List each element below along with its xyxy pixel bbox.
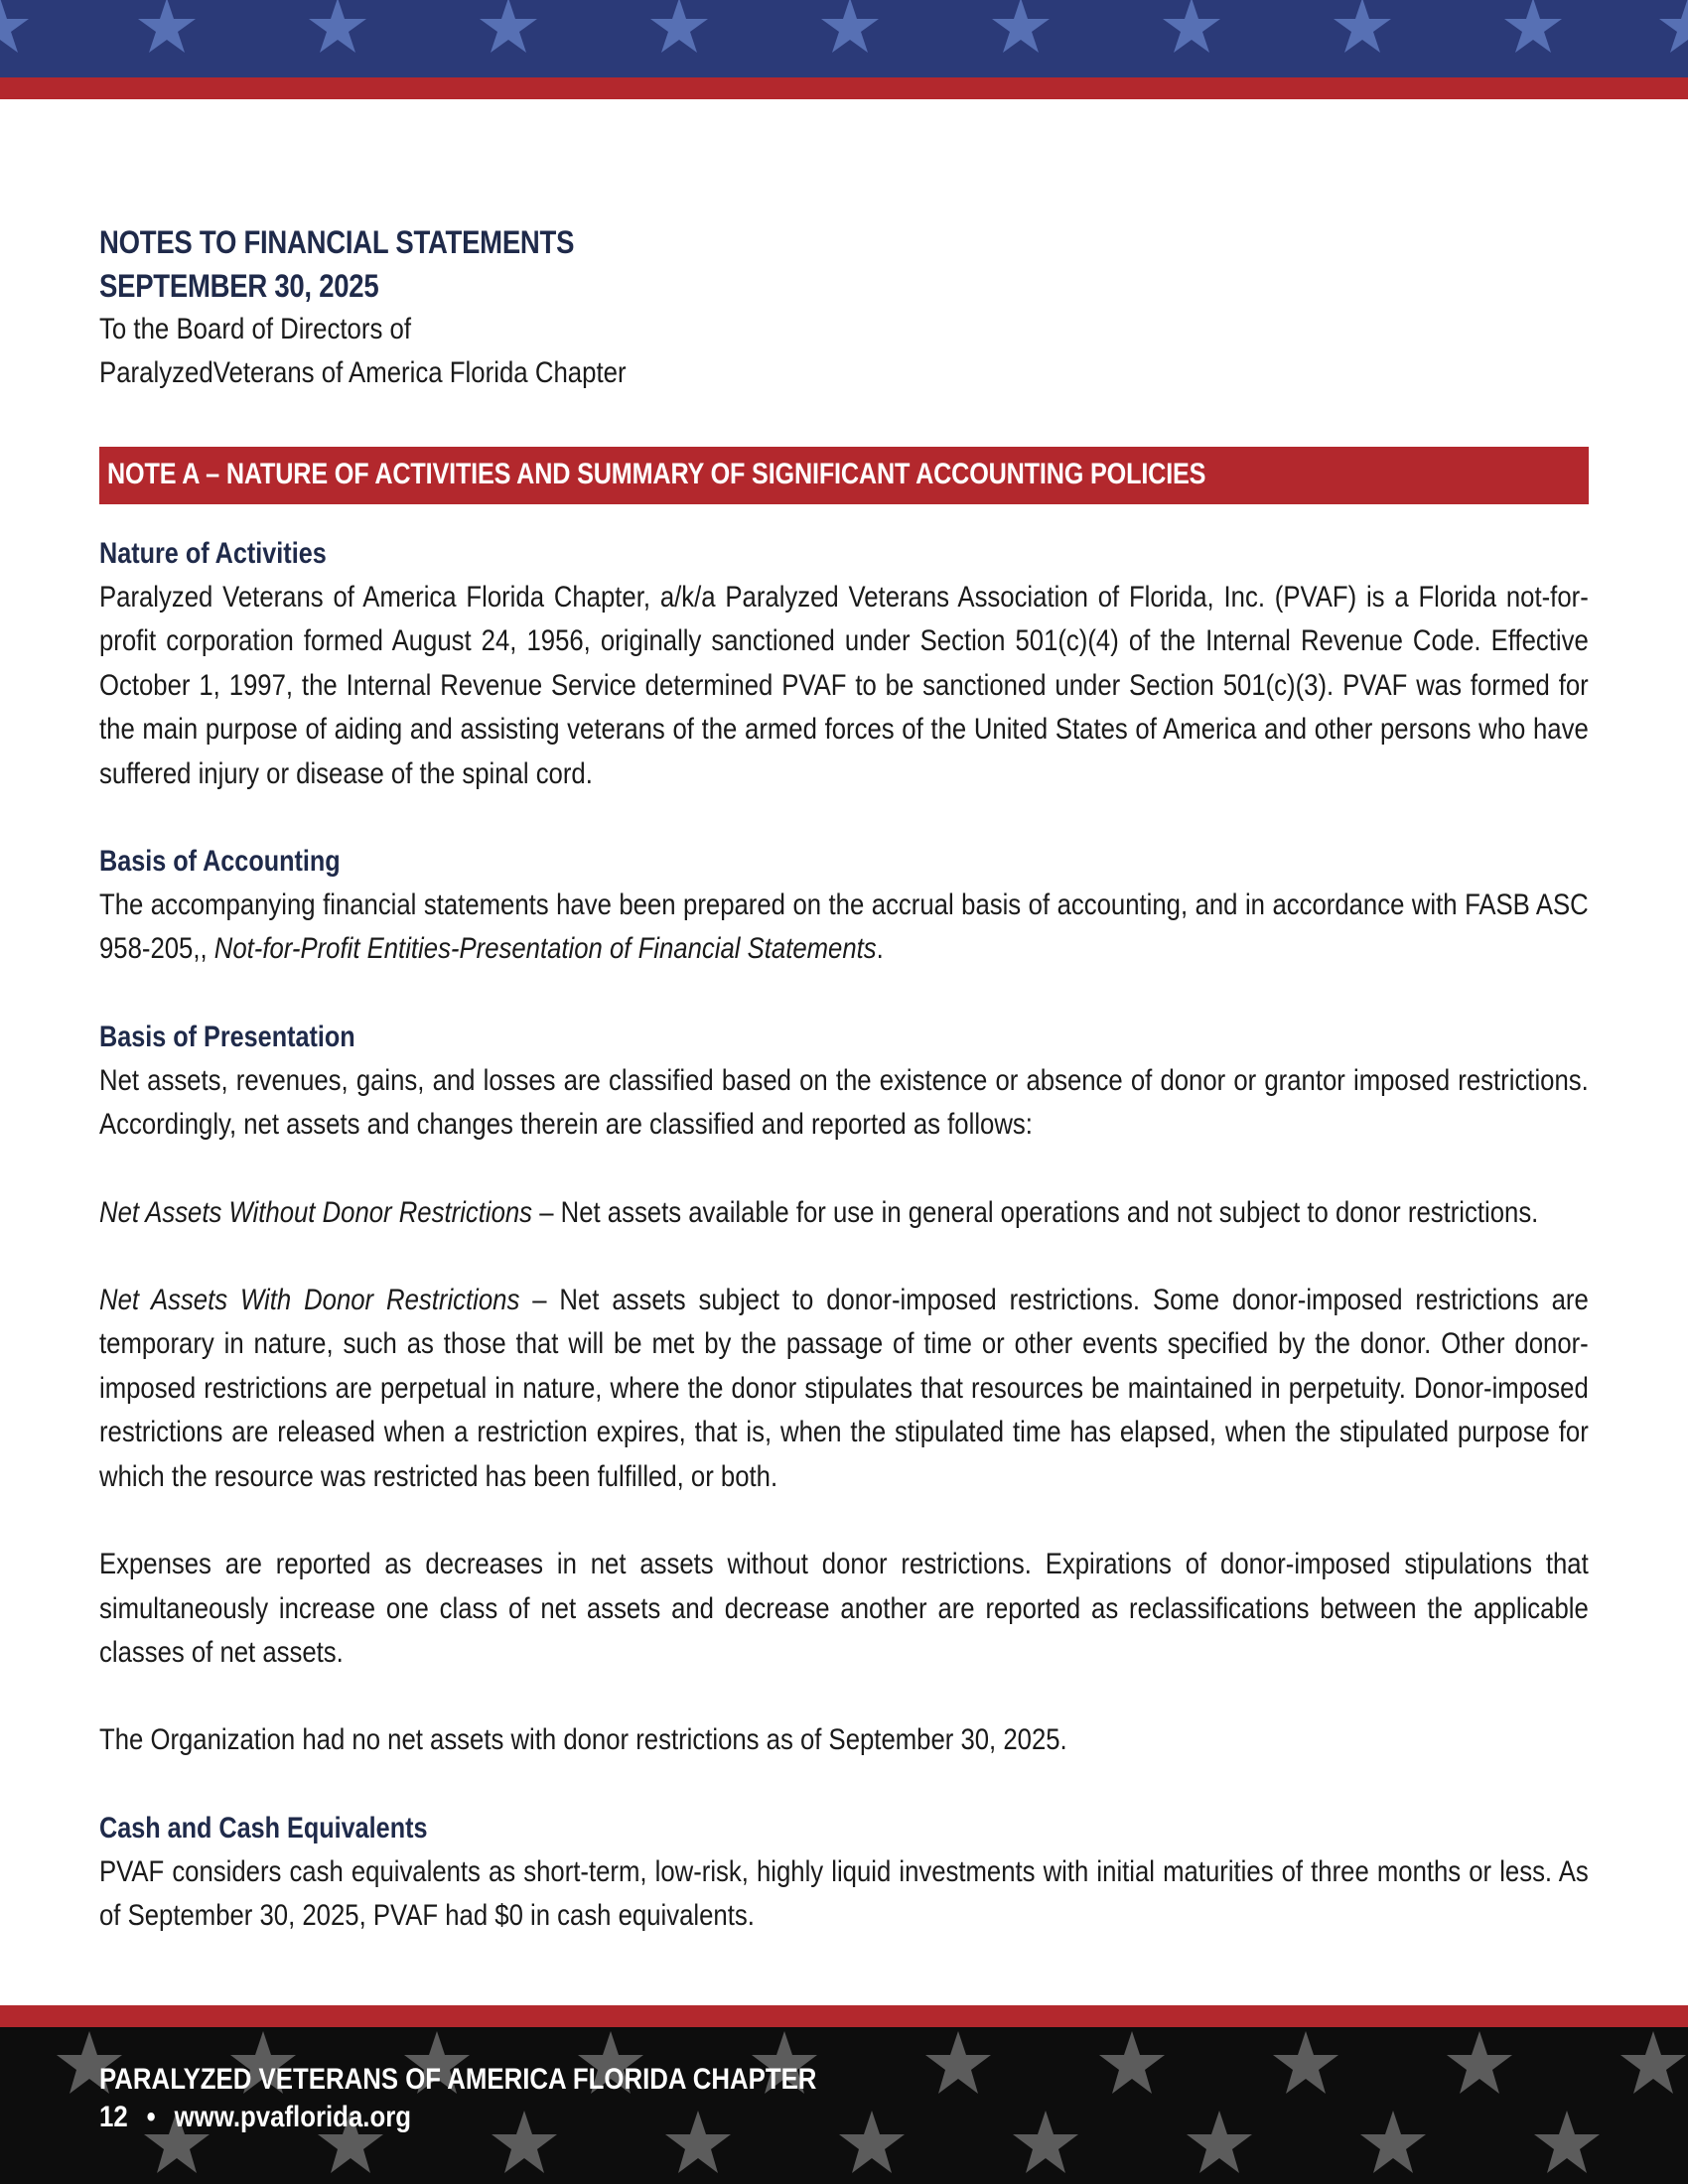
notes-content — [99, 532, 1589, 1939]
addressee-line1: To the Board of Directors of — [99, 313, 412, 345]
without-restrictions-paragraph — [99, 1191, 1589, 1235]
with-restrictions-label: Net Assets With Donor Restrictions — [99, 1284, 520, 1317]
with-restrictions-text: – Net assets subject to donor-imposed restrictions. Some donor-imposed restrictions are temporary in nature, such as those that will be met by the passage of time or other events specified by the donor. Other donor-imposed restrictions are perpetual in nature, where the donor stipulates that resources be maintained in perpetuity. Donor-imposed restrictions are released when a restriction expires, that is, when the stipulated time has elapsed, when the stipulated purpose for which the resource was restricted has been fulfilled, or both. — [99, 1284, 1589, 1493]
with-restrictions-paragraph — [99, 1279, 1589, 1499]
website-link[interactable]: www.pvaflorida.org — [174, 2101, 412, 2133]
page-date: SEPTEMBER 30, 2025 — [99, 268, 379, 304]
accounting-text: The accompanying financial statements have been prepared on the accrual basis of accounting, and in accordance with FASB ASC 958-205,, — [99, 888, 1589, 966]
document-heading — [99, 220, 1589, 395]
presentation-heading: Basis of Presentation — [99, 1020, 355, 1053]
note-a-bar — [99, 447, 1589, 504]
footer-bullet: • — [146, 2101, 156, 2133]
no-restrictions-paragraph: The Organization had no net assets with donor restrictions as of September 30, 2025. — [99, 1723, 1067, 1757]
without-restrictions-label: Net Assets Without Donor Restrictions — [99, 1195, 533, 1229]
page-number: 12 — [99, 2101, 128, 2133]
expenses-paragraph: Expenses are reported as decreases in net assets without donor restrictions. Expirations of donor-imposed stipulations that simultaneously increase one class of net assets and decrease another are reported as reclassifications between the applicable classes of net assets. — [99, 1548, 1589, 1669]
without-restrictions-text: – Net assets available for use in general operations and not subject to donor restrictions. — [532, 1195, 1539, 1229]
accounting-paragraph — [99, 884, 1589, 972]
accounting-standard-title: Not-for-Profit Entities-Presentation of Financial Statements — [213, 932, 877, 966]
top-banner — [0, 0, 1688, 99]
page-title: NOTES TO FINANCIAL STATEMENTS — [99, 224, 575, 260]
footer-org-name: PARALYZED VETERANS OF AMERICA FLORIDA CHAPTER — [99, 2063, 817, 2096]
footer-page-line — [99, 2099, 816, 2136]
stars-banner-graphic — [0, 0, 1688, 99]
accounting-period: . — [876, 932, 884, 966]
nature-heading: Nature of Activities — [99, 537, 327, 570]
cash-heading: Cash and Cash Equivalents — [99, 1811, 428, 1844]
footer-text — [99, 2061, 933, 2136]
note-a-label: NOTE A – NATURE OF ACTIVITIES AND SUMMARY OF SIGNIFICANT ACCOUNTING POLICIES — [107, 458, 1206, 490]
cash-paragraph: PVAF considers cash equivalents as short-term, low-risk, highly liquid investments with initial maturities of three months or less. As of September 30, 2025, PVAF had $0 in cash equivalents. — [99, 1854, 1589, 1933]
addressee-line2: ParalyzedVeterans of America Florida Chapter — [99, 356, 627, 389]
nature-paragraph: Paralyzed Veterans of America Florida Chapter, a/k/a Paralyzed Veterans Association of Florida, Inc. (PVAF) is a Florida not-for-profit corporation formed August 24, 1956, originally sanctioned under Section 501(c)(4) of the Internal Revenue Code. Effective October 1, 1997, the Internal Revenue Service determined PVAF to be sanctioned under Section 501(c)(3). PVAF was formed for the main purpose of aiding and assisting veterans of the armed forces of the United States of America and other persons who have suffered injury or disease of the spinal cord. — [99, 581, 1589, 790]
accounting-heading: Basis of Accounting — [99, 845, 341, 879]
presentation-intro: Net assets, revenues, gains, and losses are classified based on the existence or absence of donor or grantor imposed restrictions. Accordingly, net assets and changes therein are classified and reported as follows: — [99, 1063, 1589, 1142]
